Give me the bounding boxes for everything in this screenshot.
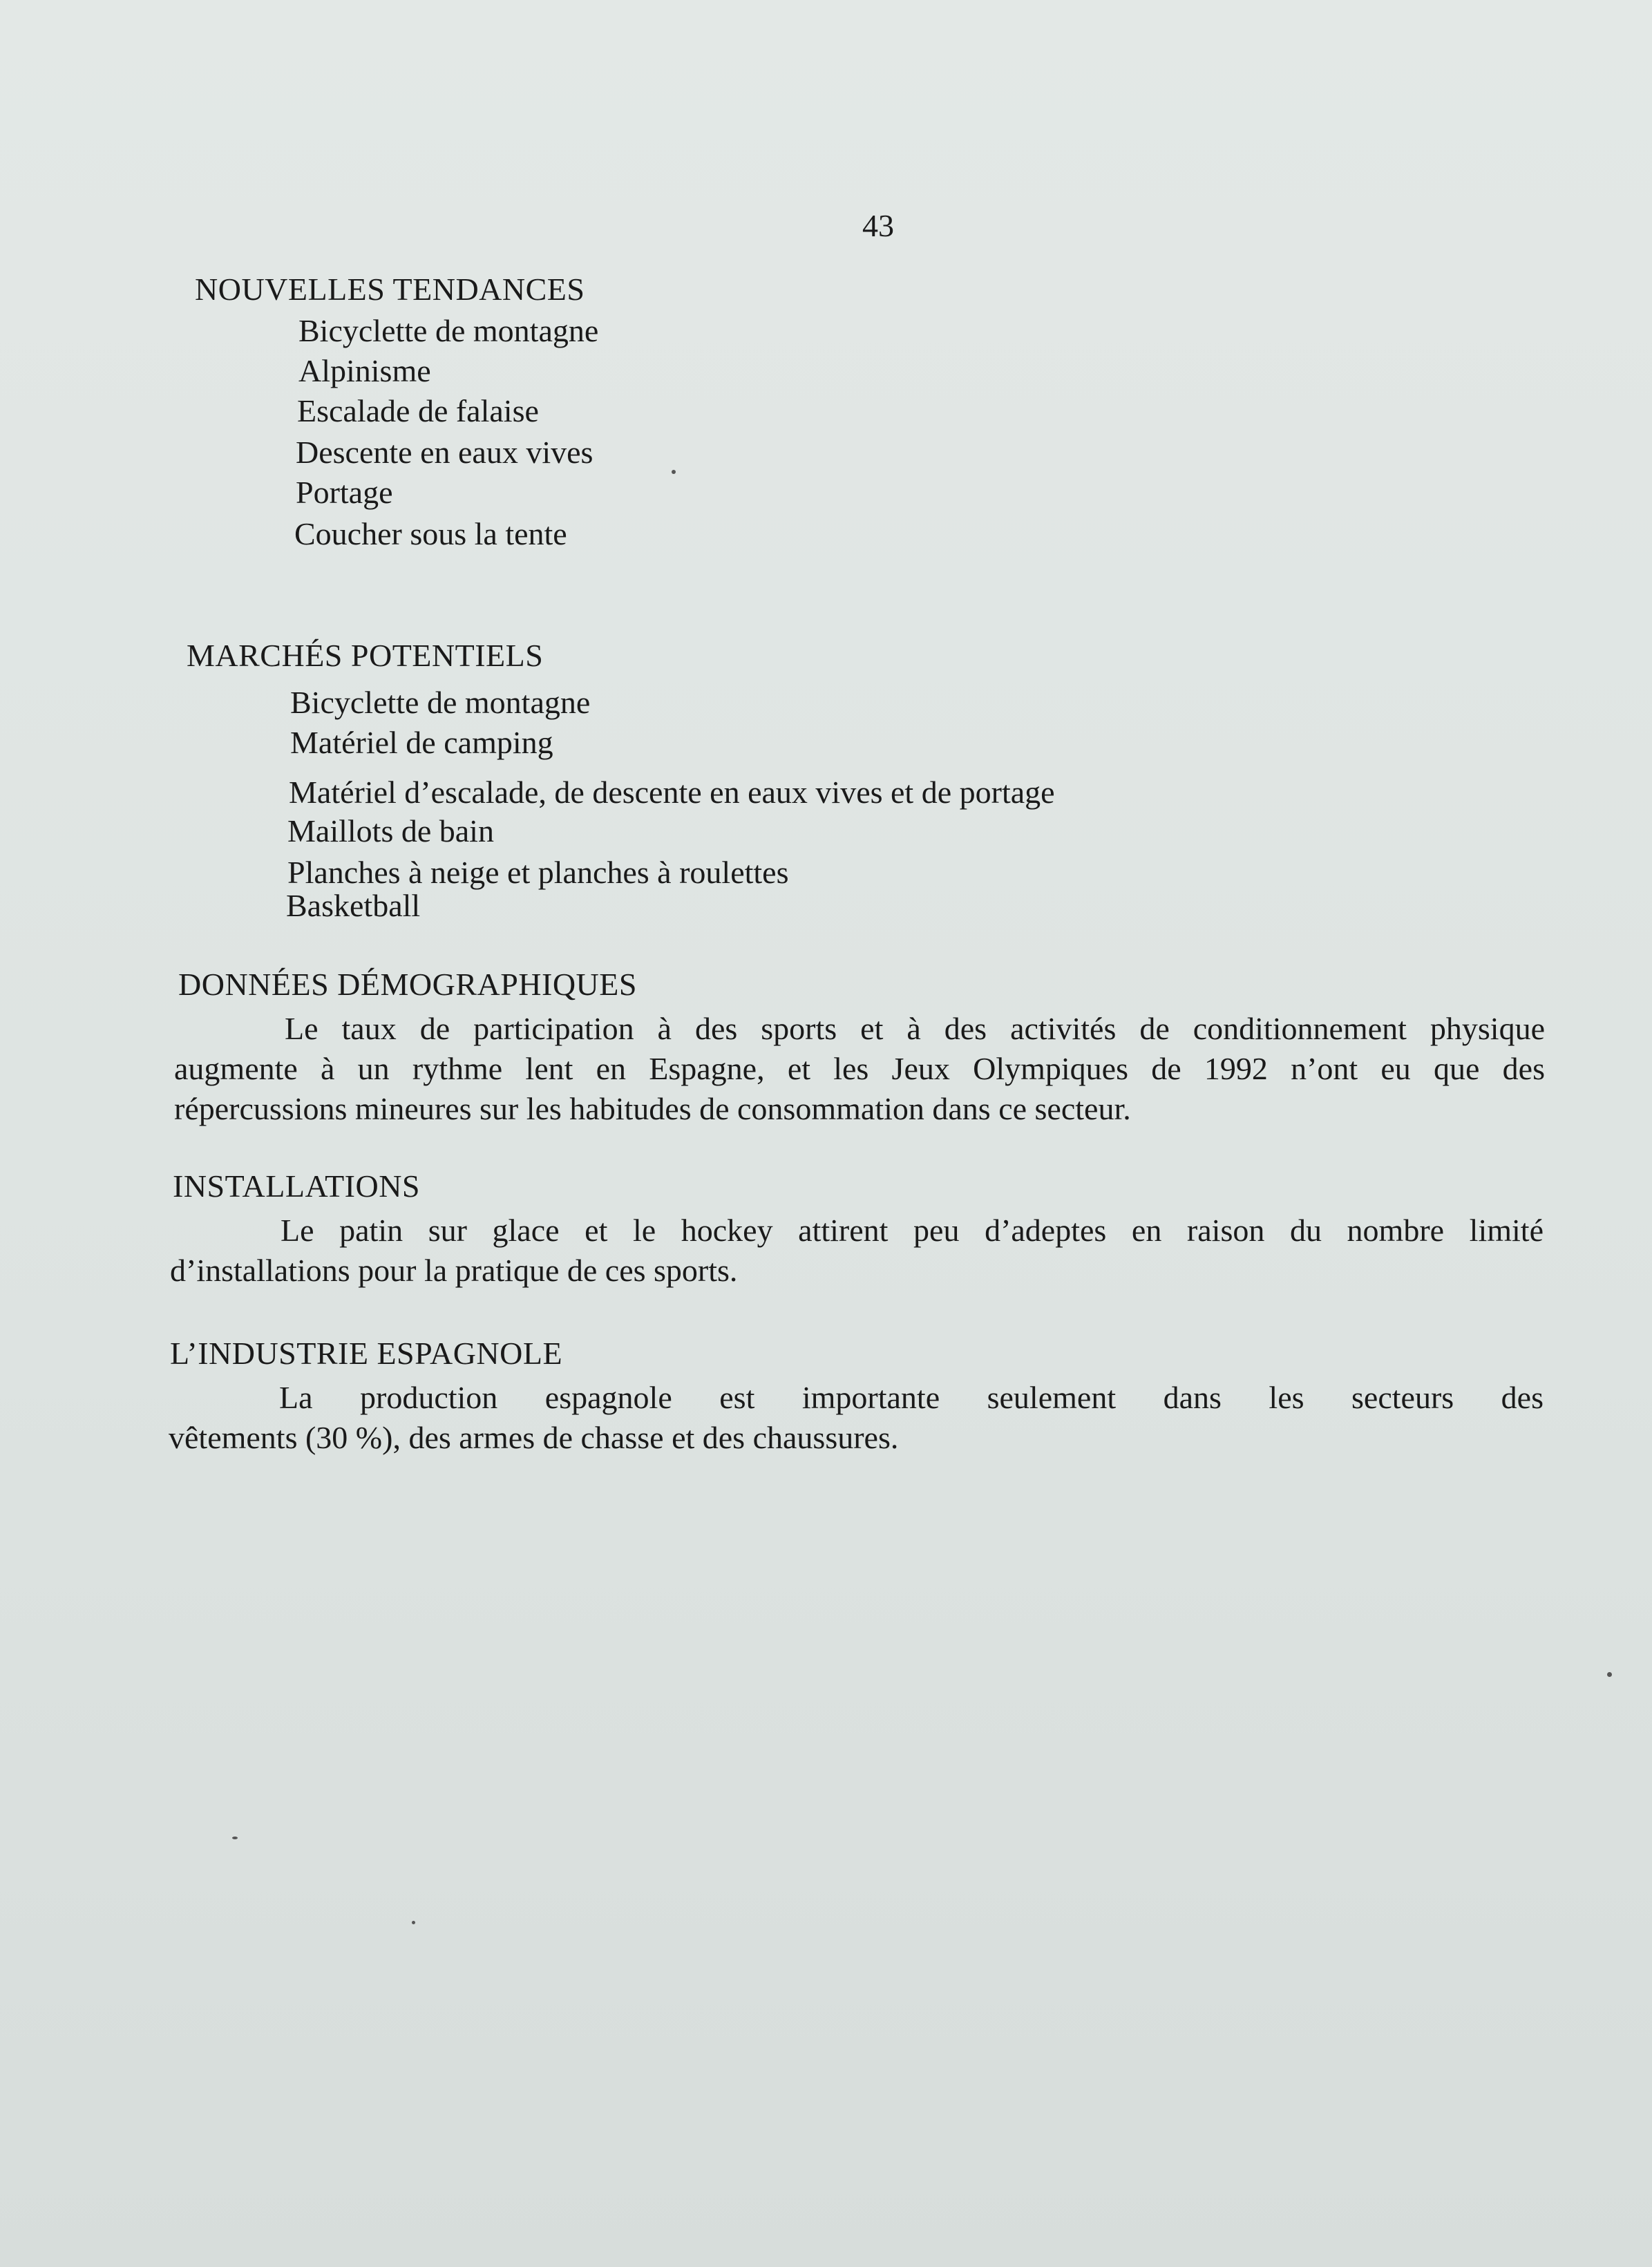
paragraph-line: augmente à un rythme lent en Espagne, et les Jeux Olympiques de 1992 n’ont eu que des bbox=[174, 1051, 1545, 1086]
paragraph-line: répercussions mineures sur les habitudes de consommation dans ce secteur. bbox=[174, 1091, 1131, 1126]
section-heading-donnees-demographiques: DONNÉES DÉMOGRAPHIQUES bbox=[178, 967, 637, 1002]
paper-speck bbox=[1607, 1672, 1612, 1677]
list-item: Basketball bbox=[286, 888, 421, 923]
paper-speck bbox=[672, 470, 676, 474]
paragraph-line: Le patin sur glace et le hockey attirent peu d’adeptes en raison du nombre limité bbox=[281, 1213, 1544, 1248]
paragraph-donnees-demographiques bbox=[174, 1009, 1545, 1129]
list-item: Matériel d’escalade, de descente en eaux vives et de portage bbox=[289, 775, 1055, 810]
paper-speck bbox=[232, 1837, 238, 1839]
paragraph-line: La production espagnole est importante seulement dans les secteurs des bbox=[279, 1380, 1544, 1415]
section-heading-nouvelles-tendances: NOUVELLES TENDANCES bbox=[195, 272, 585, 307]
list-item: Bicyclette de montagne bbox=[298, 313, 599, 348]
list-item: Coucher sous la tente bbox=[294, 516, 567, 551]
paragraph-line: d’installations pour la pratique de ces sports. bbox=[170, 1253, 738, 1288]
list-item: Maillots de bain bbox=[287, 813, 494, 848]
section-heading-installations: INSTALLATIONS bbox=[173, 1168, 421, 1204]
list-item: Alpinisme bbox=[298, 353, 431, 388]
paragraph-industrie-espagnole bbox=[169, 1378, 1544, 1458]
list-item: Matériel de camping bbox=[290, 725, 553, 760]
list-item: Bicyclette de montagne bbox=[290, 685, 591, 720]
section-heading-industrie-espagnole: L’INDUSTRIE ESPAGNOLE bbox=[170, 1336, 563, 1371]
paragraph-line: Le taux de participation à des sports et à des activités de conditionnement physique bbox=[285, 1011, 1545, 1046]
list-item: Descente en eaux vives bbox=[296, 435, 594, 470]
list-item: Planches à neige et planches à roulettes bbox=[287, 855, 789, 890]
paper-speck bbox=[412, 1921, 415, 1924]
list-item: Portage bbox=[296, 475, 393, 510]
list-item: Escalade de falaise bbox=[297, 393, 539, 428]
paragraph-line: vêtements (30 %), des armes de chasse et des chaussures. bbox=[169, 1420, 899, 1455]
section-heading-marches-potentiels: MARCHÉS POTENTIELS bbox=[187, 638, 544, 673]
page-number: 43 bbox=[862, 208, 894, 243]
paragraph-installations bbox=[170, 1211, 1544, 1291]
